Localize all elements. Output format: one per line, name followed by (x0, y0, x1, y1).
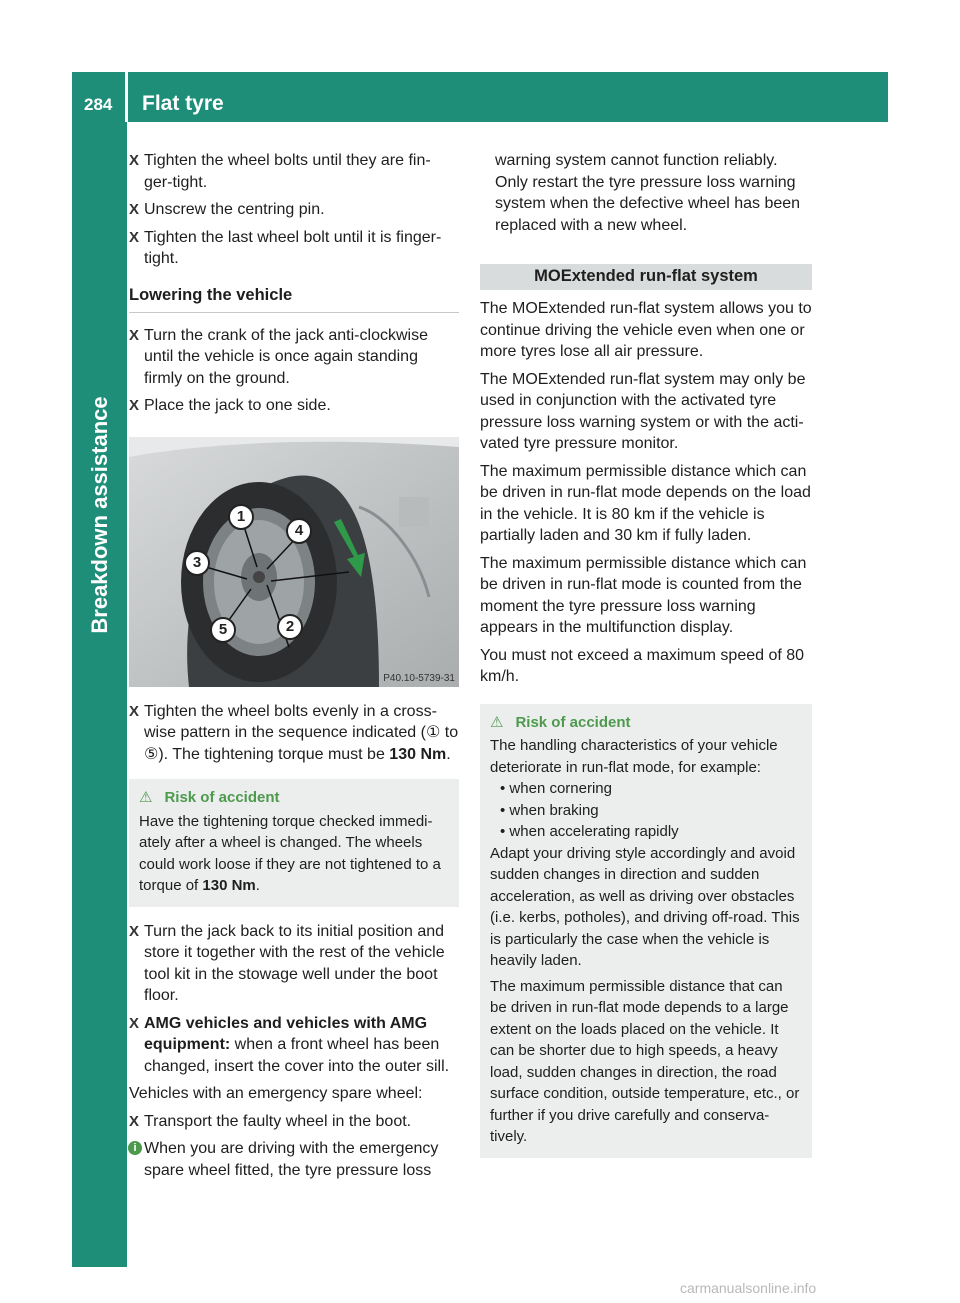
callout-1: 1 (228, 504, 254, 530)
section-heading-moextended: MOExtended run-flat system (480, 264, 812, 290)
instruction-step: X AMG vehicles and vehicles with AMG equipment: when a front wheel has been changed, insert the cover into the outer sill. (129, 1014, 450, 1075)
step-arrow-icon: X (129, 326, 140, 344)
figure-code: P40.10-5739-31 (383, 672, 455, 684)
step-arrow-icon: X (129, 201, 140, 218)
wheel-diagram-icon (129, 437, 459, 687)
left-column (129, 150, 459, 1181)
warning-box: ⚠ Risk of accident Have the tightening torque checked immedi-ately after a wheel is changed. The wheels could work loose if they are not tightened to a torque of 130 Nm. (129, 779, 459, 907)
page-header (72, 72, 888, 122)
paragraph: You must not exceed a maximum speed of 80 km/h. (480, 646, 805, 685)
callout-3: 3 (184, 550, 210, 576)
warning-triangle-icon: ⚠ (139, 789, 153, 806)
instruction-step: X Unscrew the centring pin. (129, 199, 459, 221)
info-icon: i (128, 1141, 142, 1155)
side-tab-label: Breakdown assistance (87, 396, 112, 634)
paragraph: The maximum permissible distance which can be driven in run-flat mode is counted from the moment the tyre pressure loss warning appears in the multifunction display. (480, 554, 807, 636)
paragraph: The maximum permissible distance which can be driven in run-flat mode depends on the load in the vehicle. It is 80 km if the vehicle is partially laden and 30 km if fully laden. (480, 462, 811, 544)
instruction-step: X Place the jack to one side. (129, 395, 459, 417)
step-arrow-icon: X (129, 397, 140, 414)
continued-text: warning system cannot function reliably. Only restart the tyre pressure loss warning system when the defective wheel has been replaced with a new wheel. (495, 152, 801, 234)
instruction-step: X Tighten the last wheel bolt until it is finger-tight. (129, 228, 442, 267)
step-arrow-icon: X (129, 922, 140, 940)
section-heading-lowering: Lowering the vehicle (129, 286, 459, 313)
side-tab (72, 122, 127, 1267)
warning-box (480, 704, 812, 1158)
paragraph: The MOExtended run-flat system may only be used in conjunction with the activated tyre pressure loss warning system or with the acti-vated tyre pressure monitor. (480, 370, 806, 452)
instruction-step: X Transport the faulty wheel in the boot. (129, 1111, 459, 1133)
spare-intro: Vehicles with an emergency spare wheel: (129, 1085, 423, 1102)
step-arrow-icon: X (129, 152, 140, 169)
header-divider (125, 72, 128, 122)
paragraph: The MOExtended run-flat system allows you to continue driving the vehicle even when one or more tyres lose all air pressure. (480, 300, 812, 360)
instruction-step: X Tighten the wheel bolts until they are fin-ger-tight. (129, 152, 431, 191)
instruction-step: X Turn the jack back to its initial position and store it together with the rest of the vehicle tool kit in the stowage well under the boot floor. (129, 922, 445, 1004)
right-column (480, 150, 812, 1172)
watermark: carmanualsonline.info (680, 1280, 817, 1296)
warning-title: ⚠ Risk of accident (490, 713, 631, 731)
callout-2: 2 (277, 614, 303, 640)
warning-title: ⚠ Risk of accident (139, 789, 280, 806)
warning-triangle-icon: ⚠ (490, 713, 504, 731)
step-arrow-icon: X (129, 702, 140, 720)
list-item: • when braking (500, 801, 599, 819)
instruction-step: X Turn the crank of the jack anti-clockwise until the vehicle is once again standing firmly on the ground. (129, 326, 428, 387)
callout-4: 4 (286, 518, 312, 544)
list-item: • when accelerating rapidly (500, 823, 679, 840)
info-note: i When you are driving with the emergency spare wheel fitted, the tyre pressure loss (129, 1138, 459, 1181)
page-number: 284 (84, 95, 113, 114)
wheel-diagram-figure (129, 437, 459, 687)
list-item: • when cornering (500, 780, 612, 797)
step-arrow-icon: X (129, 1014, 140, 1032)
callout-5: 5 (210, 617, 236, 643)
instruction-step: X Tighten the wheel bolts evenly in a cross-wise pattern in the sequence indicated (① to ⑤). The tightening torque must be 130 Nm. (129, 702, 459, 763)
page-title: Flat tyre (142, 92, 224, 115)
warning-paragraph: The maximum permissible distance that can be driven in run-flat mode depends to a large extent on the loads placed on the vehicle. It can be shorter due to high speeds, a heavy load, sudden changes in direction, the road surface condition, outside temperature, etc., or further if you drive carefully and conserva-tively. (490, 977, 800, 1145)
step-arrow-icon: X (129, 228, 140, 246)
warning-paragraph: Adapt your driving style accordingly and avoid sudden changes in direction and sudden acceleration, as well as driving over obstacles (i.e. kerbs, potholes), and driving off-road. This is particularly the case when the vehicle is heavily laden. (490, 844, 800, 969)
step-arrow-icon: X (129, 1112, 140, 1130)
warning-intro: The handling characteristics of your vehicle deteriorate in run-flat mode, for example: (490, 737, 778, 776)
